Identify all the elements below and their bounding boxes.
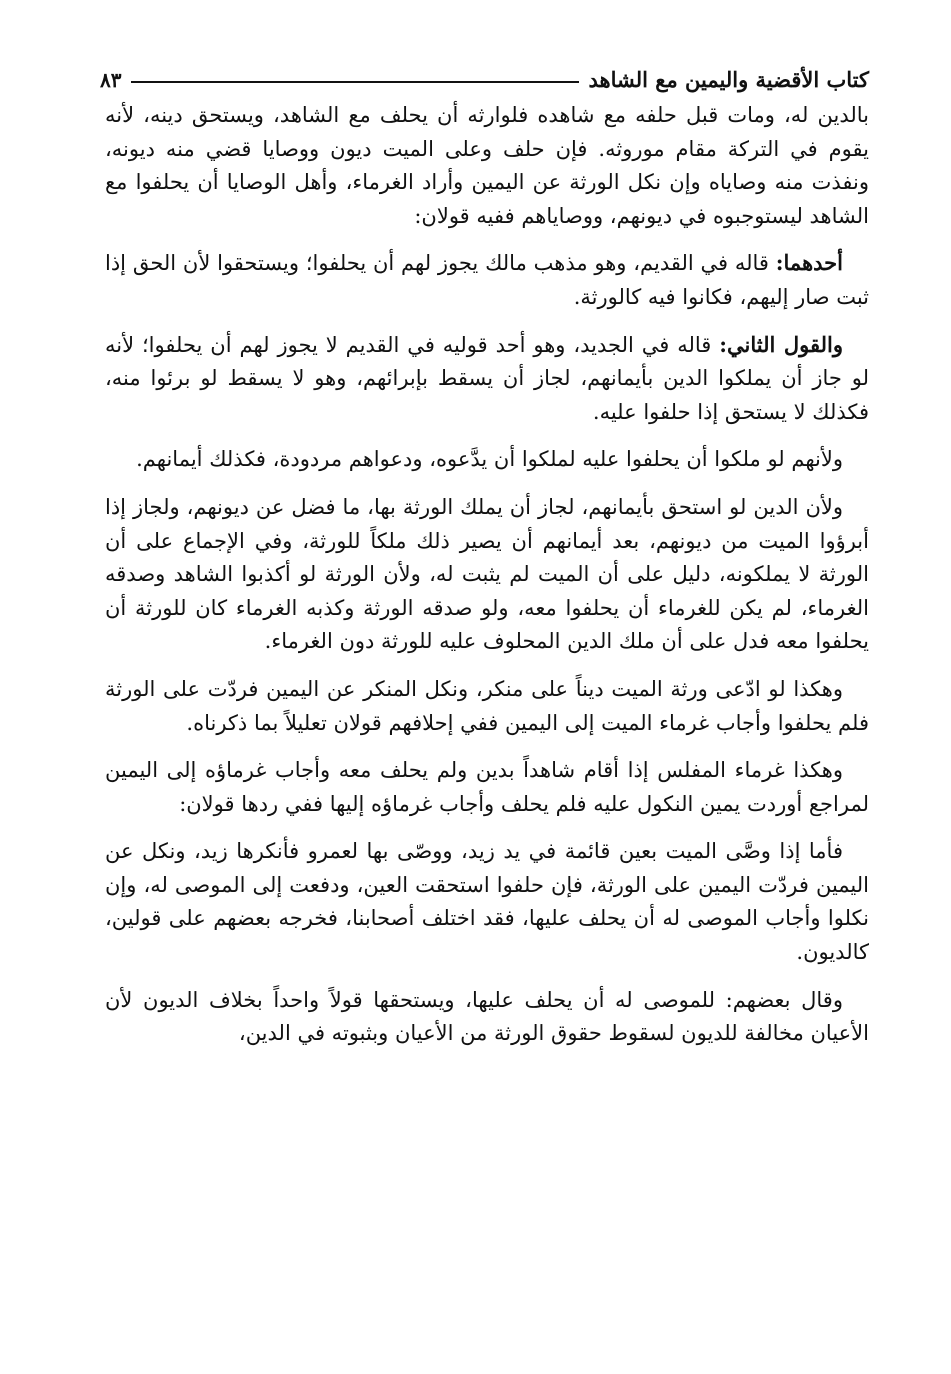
book-title: كتاب الأقضية واليمين مع الشاهد — [588, 67, 869, 92]
paragraph-2: أحدهما: قاله في القديم، وهو مذهب مالك يجوز لهم أن يحلفوا؛ ويستحقوا لأن الحق إذا ثبت صار إليهم، فكانوا فيه كالورثة. — [105, 250, 869, 309]
running-header — [100, 58, 869, 92]
page-body — [105, 98, 869, 1064]
paragraph-lead: أحدهما: — [775, 250, 843, 276]
paragraph-5: ولأن الدين لو استحق بأيمانهم، لجاز أن يملك الورثة بها، ما فضل عن ديونهم، ولجاز إذا أبرؤوا الميت من ديونهم، بعد أيمانهم أن يصير ذلك ملكاً للورثة، وفي الإجماع على أن الورثة لا يملكونه، دليل على أن الميت لم يثبت له، ولأن الورثة لو أكذبوا الشاهد وصدقه الغرماء، لم يكن للغرماء أن يحلفوا معه، ولو صدقه الورثة وكذبه الغرماء كان للورثة أن يحلفوا معه فدل على أن ملك الدين المحلوف عليه للورثة دون الغرماء. — [105, 494, 869, 654]
paragraph-6: وهكذا لو ادّعى ورثة الميت ديناً على منكر، ونكل المنكر عن اليمين فردّت على الورثة فلم يحلفوا وأجاب غرماء الميت إلى اليمين ففي إحلافهم قولان تعليلاً بما ذكرناه. — [105, 676, 869, 735]
paragraph-1: بالدين له، ومات قبل حلفه مع شاهده فلوارثه أن يحلف مع الشاهد، ويستحق دينه، لأنه يقوم في التركة مقام موروثه. فإن حلف وعلى الميت ديون ووصايا قضي منه ديونه، ونفذت منه وصاياه وإن نكل الورثة عن اليمين وأراد الغرماء، وأهل الوصايا أن يحلفوا مع الشاهد ليستوجبوه في ديونهم، ووصاياهم ففيه قولان: — [105, 103, 869, 228]
paragraph-4: ولأنهم لو ملكوا أن يحلفوا عليه لملكوا أن يدَّعوه، ودعواهم مردودة، فكذلك أيمانهم. — [136, 447, 843, 472]
paragraph-8: فأما إذا وصَّى الميت بعين قائمة في يد زيد، ووصّى بها لعمرو فأنكرها زيد، ونكل عن اليمين فردّت اليمين على الورثة، فإن حلفوا استحقت العين، ودفعت إلى الموصى له، وإن نكلوا وأجاب الموصى له أن يحلف عليها، فقد اختلف أصحابنا، فخرجه بعضهم على قولين، كالديون. — [105, 839, 869, 965]
page-number: ٨٣ — [100, 68, 122, 92]
paragraph-lead: والقول الثاني: — [719, 331, 844, 357]
paragraph-9: وقال بعضهم: للموصى له أن يحلف عليها، ويستحقها قولاً واحداً بخلاف الديون لأن الأعيان مخالفة للديون لسقوط حقوق الورثة من الأعيان وبثبوته في الدين، — [105, 987, 869, 1046]
header-rule — [131, 81, 578, 83]
paragraph-3: والقول الثاني: قاله في الجديد، وهو أحد قوليه في القديم لا يجوز لهم أن يحلفوا؛ لأنه لو جاز أن يملكوا الدين بأيمانهم، لجاز أن يسقط بإبرائهم، وهو لا يسقط لو برئوا منه، فكذلك لا يستحق إذا حلفوا عليه. — [105, 331, 869, 424]
paragraph-7: وهكذا غرماء المفلس إذا أقام شاهداً بدين ولم يحلف معه وأجاب غرماؤه إلى اليمين لمراجع أوردت يمين النكول عليه فلم يحلف وأجاب غرماؤه إليها ففي ردها قولان: — [105, 758, 869, 816]
